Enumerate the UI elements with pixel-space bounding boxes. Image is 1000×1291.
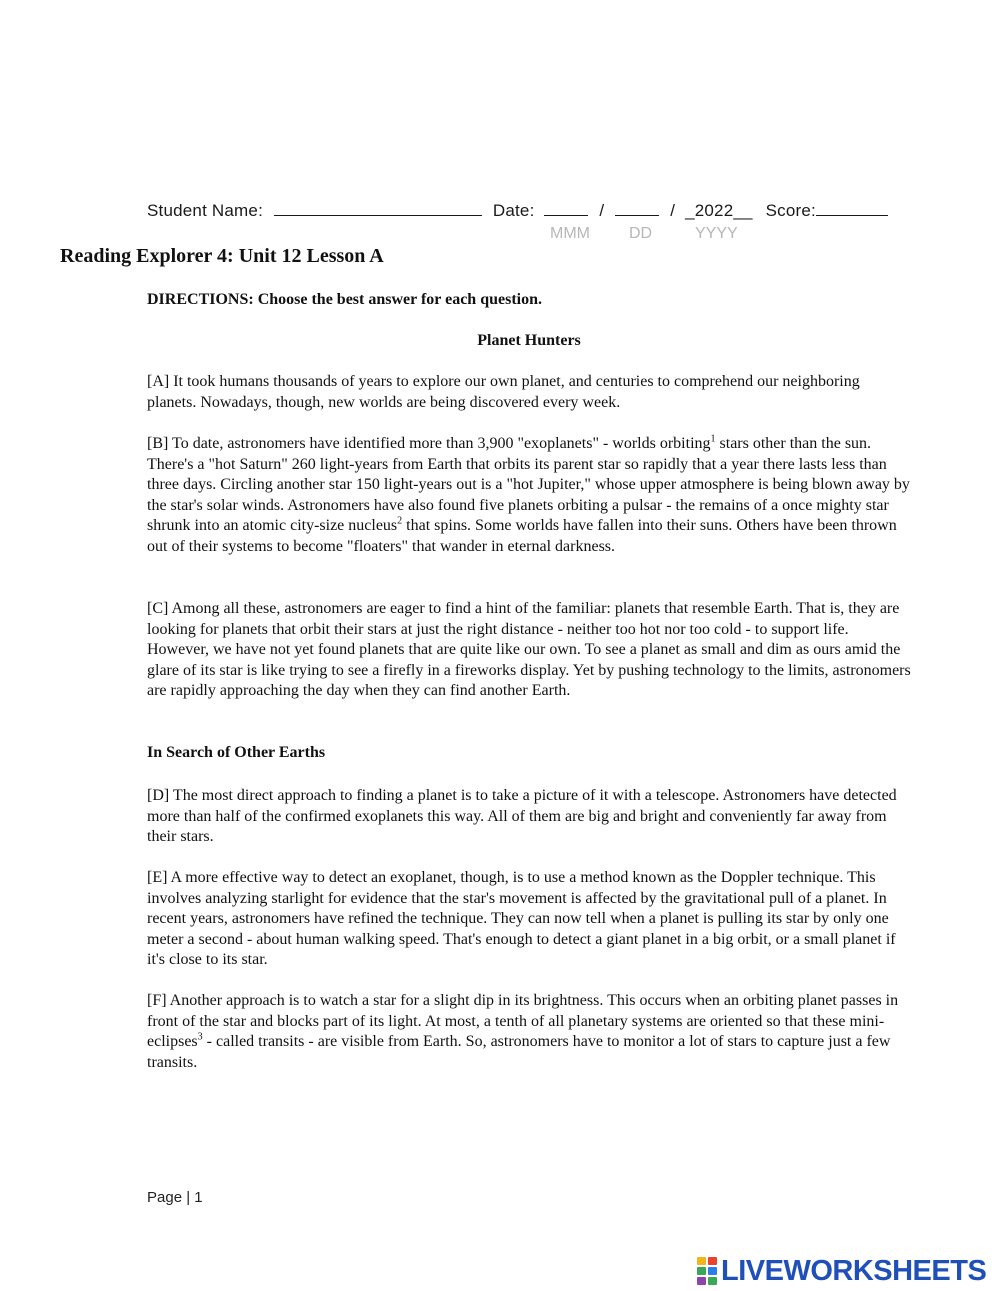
logo-text: LIVEWORKSHEETS — [721, 1254, 987, 1287]
date-slash-2: / — [670, 201, 676, 220]
date-day-field[interactable] — [615, 201, 659, 216]
paragraph-f-part1: [F] Another approach is to watch a star for a slight dip in its brightness. This occurs when an orbiting planet passes in front of the star and blocks part of its light. At most, a tenth of all planetary systems are oriented so that these mini-eclipses — [147, 992, 899, 1051]
date-hint-year: YYYY — [695, 225, 738, 242]
score-field[interactable] — [816, 201, 888, 216]
footnote-marker-1: 1 — [710, 433, 716, 445]
footnote-marker-2: 2 — [397, 516, 403, 528]
student-name-label: Student Name: — [147, 201, 263, 220]
score-label: Score: — [765, 201, 816, 220]
student-name-field[interactable] — [274, 201, 482, 216]
date-hint-month: MMM — [550, 225, 590, 242]
page-title: Reading Explorer 4: Unit 12 Lesson A — [60, 245, 384, 267]
liveworksheets-logo[interactable] — [697, 1254, 986, 1288]
logo-blocks-icon — [697, 1257, 717, 1285]
paragraph-e: [E] A more effective way to detect an exoplanet, though, is to use a method known as the Doppler technique. This involves analyzing starlight for evidence that the star's movement is affected by the gravitational pull of a planet. In recent years, astronomers have refined the technique. They can now tell when a planet is pulling its star by only one meter a second - about human walking speed. That's enough to detect a giant planet in a big orbit, or a small planet if it's close to its star. — [147, 869, 896, 969]
paragraph-b-part1: [B] To date, astronomers have identified more than 3,900 "exoplanets" - worlds orbiting — [147, 435, 711, 452]
section-subheading: In Search of Other Earths — [147, 744, 326, 761]
paragraph-f — [147, 991, 913, 1073]
paragraph-d: [D] The most direct approach to finding a planet is to take a picture of it with a telescope. Astronomers have detected more than half of the confirmed exoplanets this way. All of them are big and bright and conveniently far away from their stars. — [147, 787, 897, 846]
paragraph-f-part2: - called transits - are visible from Earth. So, astronomers have to monitor a lot of stars to capture just a few transits. — [147, 1033, 891, 1071]
date-year-value: _2022__ — [685, 201, 753, 220]
date-hint-day: DD — [629, 225, 653, 242]
date-month-field[interactable] — [544, 201, 588, 216]
page-number: Page | 1 — [147, 1189, 203, 1206]
paragraph-b-part3: that spins. Some worlds have fallen into their suns. Others have been thrown out of their systems to become "floaters" that wander in eternal darkness. — [147, 517, 897, 555]
date-slash-1: / — [599, 201, 605, 220]
paragraph-c: [C] Among all these, astronomers are eager to find a hint of the familiar: planets that resemble Earth. That is, they are looking for planets that orbit their stars at just the right distance - neither too hot nor too cold - to support life. However, we have not yet found planets that are quite like our own. To see a planet as small and dim as ours amid the glare of its star is like trying to see a firefly in a fireworks display. Yet by pushing technology to the limits, astronomers are rapidly approaching the day when they can find another Earth. — [147, 600, 911, 700]
footnote-marker-3: 3 — [197, 1031, 203, 1043]
paragraph-a: [A] It took humans thousands of years to explore our own planet, and centuries to comprehend our neighboring planets. Nowadays, though, new worlds are being discovered every week. — [147, 373, 860, 411]
student-info-line — [147, 201, 907, 221]
directions-text: DIRECTIONS: Choose the best answer for each question. — [147, 291, 542, 308]
paragraph-b — [147, 434, 913, 558]
paragraph-b-part2: stars other than the sun. There's a "hot Saturn" 260 light-years from Earth that orbits its parent star so rapidly that a year there lasts less than three days. Circling another star 150 light-years out is a "hot Jupiter," whose upper atmosphere is being blown away by the star's solar winds. Astronomers have also found five planets orbiting a pulsar - the remains of a once mighty star shrunk into an atomic city-size nucleus — [147, 435, 910, 535]
date-label: Date: — [492, 201, 535, 220]
article-title: Planet Hunters — [477, 332, 581, 349]
